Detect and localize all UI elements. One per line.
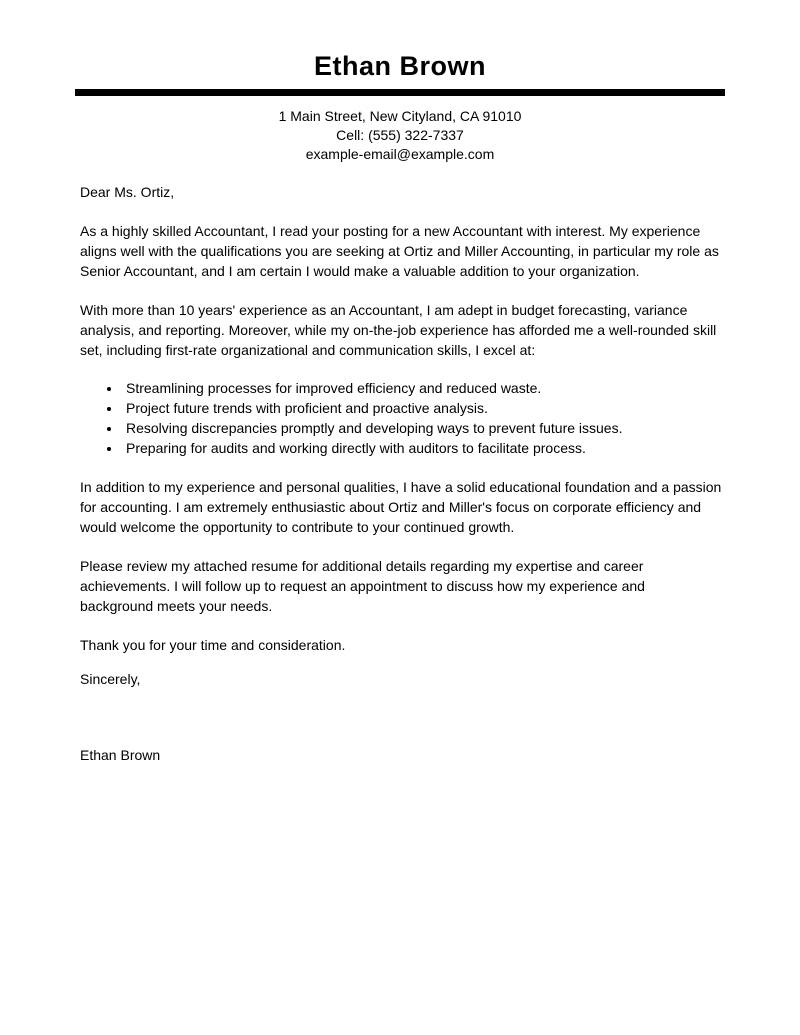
skill-item: • Project future trends with proficient and proactive analysis. bbox=[122, 398, 722, 418]
paragraph-intro: As a highly skilled Accountant, I read your posting for a new Accountant with interest. My experience aligns well with the qualifications you are seeking at Ortiz and Miller Accounting, in particular my role as Senior Accountant, and I am certain I would make a valuable addition to your organization. bbox=[80, 223, 719, 279]
paragraph-experience: With more than 10 years' experience as an Accountant, I am adept in budget forecasting, variance analysis, and reporting. Moreover, while my on-the-job experience has afforded me a well-rounded skill set, including first-rate organizational and communication skills, I excel at: bbox=[80, 302, 717, 358]
paragraph-education: In addition to my experience and personal qualities, I have a solid educational foundation and a passion for accounting. I am extremely enthusiastic about Ortiz and Miller's focus on corporate efficiency and would welcome the opportunity to contribute to your continued growth. bbox=[80, 479, 722, 535]
paragraph-followup: Please review my attached resume for additional details regarding my expertise and career achievements. I will follow up to request an appointment to discuss how my experience and background meets your needs. bbox=[80, 558, 645, 614]
letter-header bbox=[0, 50, 800, 164]
closing-salutation: Sincerely, bbox=[80, 671, 141, 687]
contact-address: 1 Main Street, New Cityland, CA 91010 bbox=[278, 108, 522, 124]
skill-item: • Streamlining processes for improved efficiency and reduced waste. bbox=[122, 378, 722, 398]
contact-email: example-email@example.com bbox=[305, 146, 495, 162]
closing-thanks: Thank you for your time and consideration. bbox=[80, 637, 346, 653]
skills-list bbox=[80, 378, 722, 458]
header-divider bbox=[75, 89, 725, 96]
contact-cell: Cell: (555) 322-7337 bbox=[336, 127, 464, 143]
contact-block bbox=[0, 107, 800, 164]
skill-item: • Resolving discrepancies promptly and developing ways to prevent future issues. bbox=[122, 418, 722, 438]
applicant-name: Ethan Brown bbox=[314, 51, 486, 81]
skill-item: • Preparing for audits and working directly with auditors to facilitate process. bbox=[122, 438, 722, 458]
letter-body bbox=[80, 182, 722, 765]
signature-name: Ethan Brown bbox=[80, 747, 161, 763]
salutation: Dear Ms. Ortiz, bbox=[80, 184, 175, 200]
